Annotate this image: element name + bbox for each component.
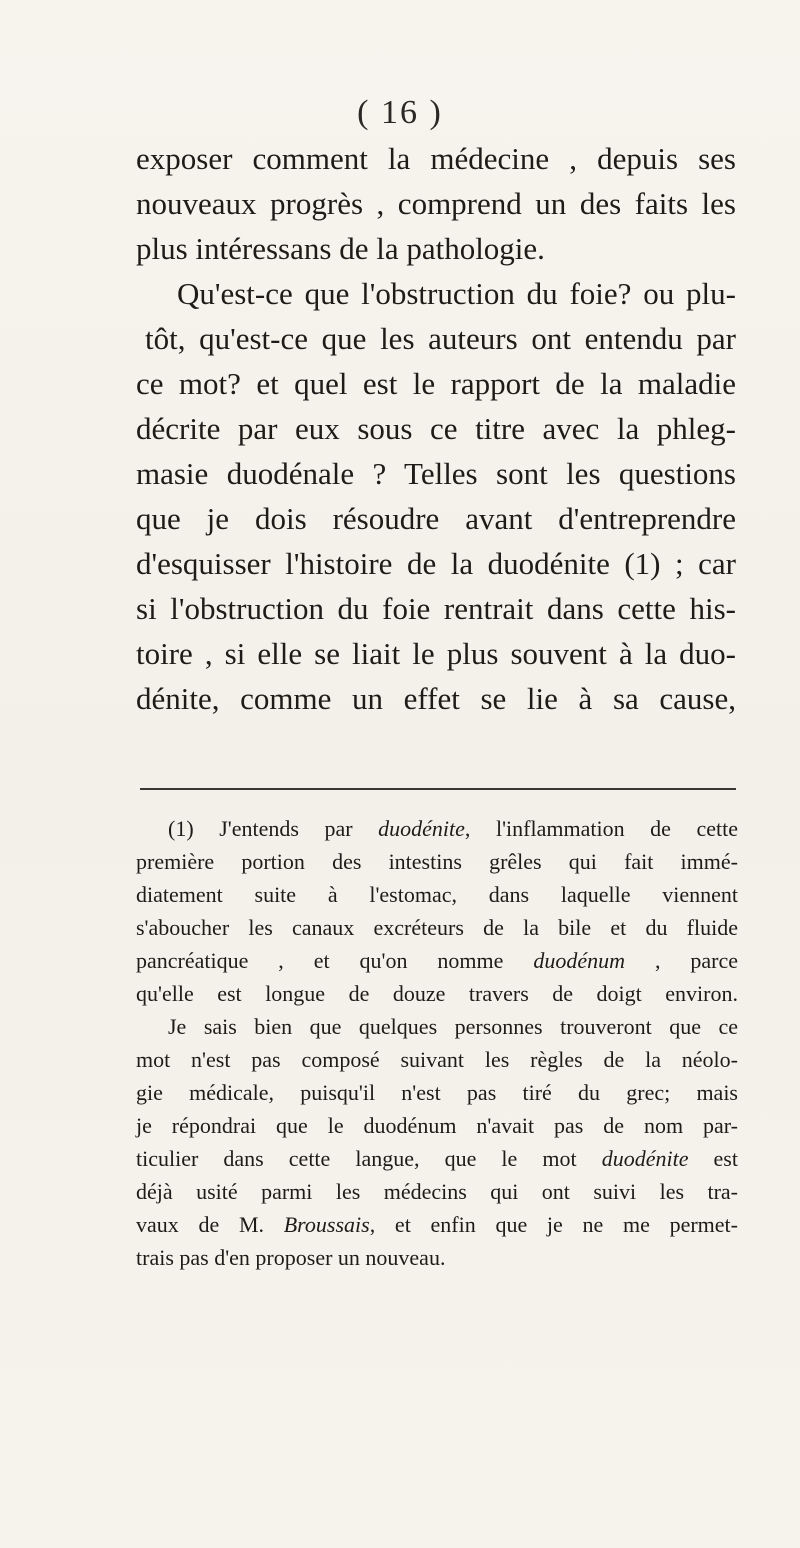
- body-line: dénite, comme un effet se lie à sa cause,: [136, 681, 736, 716]
- footnote-italic-term: duodénite: [378, 816, 465, 841]
- footnote-line: [136, 1142, 738, 1175]
- body-line: ce mot? et quel est le rapport de la maladie: [136, 366, 736, 401]
- footnote-line: gie médicale, puisqu'il n'est pas tiré du grec; mais: [136, 1080, 738, 1105]
- footnote-separator: [140, 788, 736, 790]
- body-line: d'esquisser l'histoire de la duodénite (1) ; car: [136, 546, 736, 581]
- footnote-text: vaux de M.: [136, 1212, 284, 1237]
- footnote-line: déjà usité parmi les médecins qui ont suivi les tra-: [136, 1179, 738, 1204]
- footnote-text: , parce: [625, 948, 738, 973]
- footnote-italic-term: duodénite: [601, 1146, 689, 1171]
- footnote: [136, 812, 738, 1274]
- footnote-line: diatement suite à l'estomac, dans laquelle viennent: [136, 882, 738, 907]
- body-line: plus intéressans de la pathologie.: [136, 231, 545, 266]
- main-text: [136, 136, 736, 721]
- body-line: toire , si elle se liait le plus souvent à la duo-: [136, 636, 736, 671]
- footnote-text: ticulier dans cette langue, que le mot: [136, 1146, 602, 1171]
- footnote-text: (1) J'entends par: [168, 816, 379, 841]
- footnote-italic-term: Broussais: [283, 1212, 370, 1237]
- body-line: tôt, qu'est-ce que les auteurs ont entendu par: [145, 321, 736, 356]
- body-line: nouveaux progrès , comprend un des faits les: [136, 186, 736, 221]
- footnote-line: [136, 812, 738, 845]
- footnote-text: pancréatique , et qu'on nomme: [136, 948, 534, 973]
- footnote-line: [136, 1208, 738, 1241]
- footnote-line: première portion des intestins grêles qui fait immé-: [136, 849, 738, 874]
- footnote-line: je répondrai que le duodénum n'avait pas de nom par-: [136, 1113, 738, 1138]
- body-line: si l'obstruction du foie rentrait dans cette his-: [136, 591, 736, 626]
- footnote-line: [136, 944, 738, 977]
- footnote-line: qu'elle est longue de douze travers de doigt environ.: [136, 981, 738, 1006]
- body-line: décrite par eux sous ce titre avec la phleg-: [136, 411, 736, 446]
- footnote-text: est: [688, 1146, 738, 1171]
- page-number: ( 16 ): [357, 94, 443, 131]
- footnote-line: trais pas d'en proposer un nouveau.: [136, 1245, 446, 1270]
- footnote-line: mot n'est pas composé suivant les règles de la néolo-: [136, 1047, 738, 1072]
- footnote-text: , l'inflammation de cette: [464, 816, 738, 841]
- body-line: que je dois résoudre avant d'entreprendre: [136, 501, 736, 536]
- body-line: Qu'est-ce que l'obstruction du foie? ou plu-: [177, 276, 736, 311]
- footnote-line: Je sais bien que quelques personnes trouveront que ce: [168, 1014, 738, 1039]
- body-line: exposer comment la médecine , depuis ses: [136, 141, 736, 176]
- footnote-line: s'aboucher les canaux excréteurs de la bile et du fluide: [136, 915, 738, 940]
- body-line: masie duodénale ? Telles sont les questions: [136, 456, 736, 491]
- footnote-italic-term: duodénum: [533, 948, 626, 973]
- footnote-text: , et enfin que je ne me permet-: [369, 1212, 738, 1237]
